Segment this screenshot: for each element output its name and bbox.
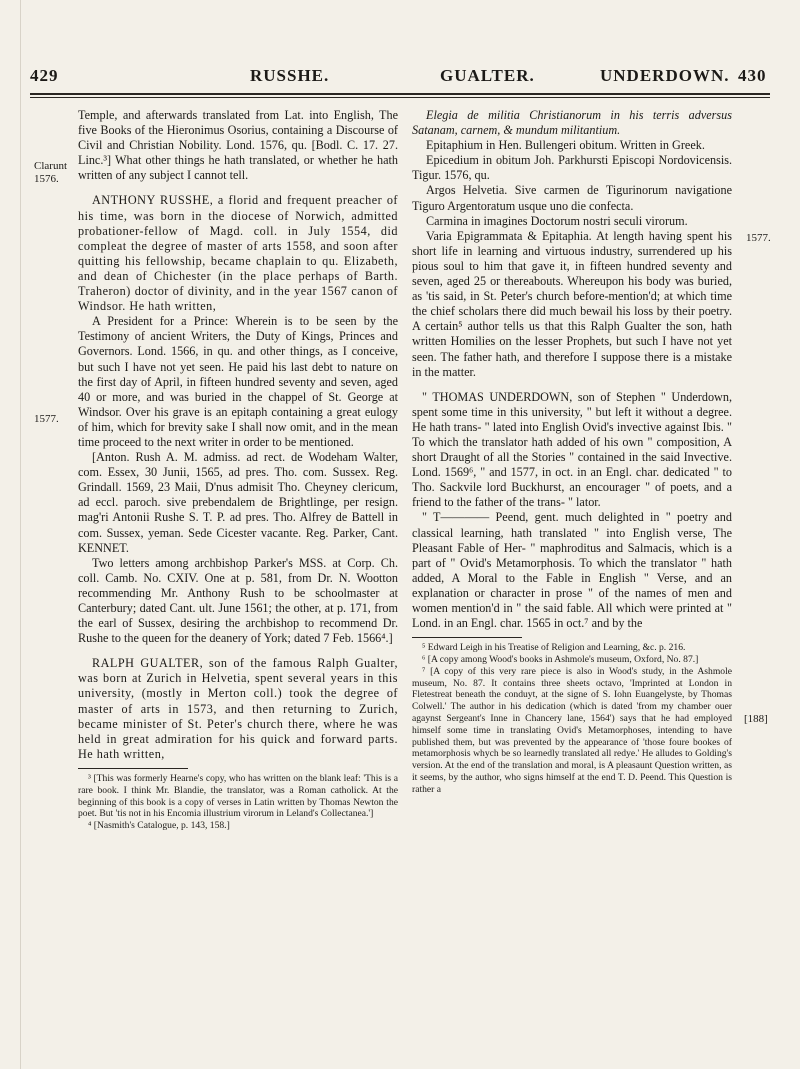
page-gutter xyxy=(20,0,21,1069)
running-header xyxy=(0,60,800,90)
footnote-rule xyxy=(78,768,188,769)
margin-claruit-year: 1576. xyxy=(34,173,59,185)
footnote-rule-right xyxy=(412,637,522,638)
footnote-6: ⁶ [A copy among Wood's books in Ashmole's museum, Oxford, No. 87.] xyxy=(422,653,699,665)
right-column xyxy=(412,108,732,796)
paragraph-underdown: " THOMAS UNDERDOWN, son of Stephen " Underdown, spent some time in this university, " but left it without a degree. He hath trans- " lated into English Ovid's invective against Ibis. " To which the translator hath added of his own " composition, A short Draught of all the Stories " contained in the said Invective. Lond. 1569⁶, " and 1577, in oct. in an Engl. char. dedicated " to Tho. Sackvile lord Buckhurst, an encourager " of poets, and a friend to the father of the trans- " lator. xyxy=(412,389,732,510)
paragraph-osorius: Temple, and afterwards translated from Lat. into English, The five Books of the Hieronimus Osorius, containing a Discourse of Civil and Christian Nobility. Lond. 1576, qu. [Bodl. C. 17. 27. Linc.³] What other things he hath translated, or whether he hath written of any subject I cannot tell. xyxy=(78,108,398,183)
underdown-quote xyxy=(412,390,732,632)
work-varia: Varia Epigrammata & Epitaphia. At length having spent his short life in learning and virtuous industry, surrendered up his pious soul to him that gave it, in fifteen hundred seventy and seven, aged 25 or thereabouts. Whereupon his body was buried, as 'tis said, in St. Peter's church before-mention'd; at which time the chief scholars there did much bewail his loss by their poetry. A certain⁵ author tells us that this Ralph Gualter the son, hath written Homilies on the lesser Prophets, but such I have not yet seen. The father hath, and therefore I suppose there is a mistake in the matter. xyxy=(412,228,732,379)
work-carmina: Carmina in imagines Doctorum nostri seculi virorum. xyxy=(426,213,688,228)
paragraph-russhe-records: [Anton. Rush A. M. admiss. ad rect. de Wodeham Walter, com. Essex, 30 Junii, 1565, ad pres. Tho. com. Sussex. Reg. Grindall. 1569, 23 Maii, D'nus admisit Tho. Cheyney clericum, ad eccl. paroch. sive prebendalem de Brightlinge, per resign. mag'ri Antonii Rushe S. T. P. ad pres. Tho. Alfrey de Battell in com. Sussex, yeman. Sede Cicester vacante. Reg. Parker, Cant. KENNET. xyxy=(78,450,398,555)
margin-note-claruit xyxy=(34,160,67,186)
page-number-right: 430 xyxy=(738,66,767,85)
footnote-3: ³ [This was formerly Hearne's copy, who has written on the blank leaf: 'This is a rare book. I think Mr. Blandie, the translator, was a Roman catholick. At the beginning of this book is a copy of verses in Latin written by Thomas Newton the poet. But 'tis not in his Encomia illustrium virorum in Leland's Collectanea.'] xyxy=(78,772,398,820)
margin-note-1577-right: 1577. xyxy=(746,232,771,244)
work-epicedium: Epicedium in obitum Joh. Parkhursti Episcopi Nordovicensis. Tigur. 1576, qu. xyxy=(412,153,732,183)
paragraph-peend: " T———— Peend, gent. much delighted in " poetry and classical learning, hath translated " into English verse, The Pleasant Fable of Her- " maphroditus and Salmacis, which is a part of " Ovid's Metamorphosis. To which the translator " hath added, A Moral to the Fable in English " Verse, and an explanation or character in prose " of the names of men and women mention'd in " the said fable. All which were printed at " Lond. in an Engl. char. 1565 in oct.⁷ and by the xyxy=(412,510,732,631)
footnote-7: ⁷ [A copy of this very rare piece is also in Wood's study, in the Ashmole museum, No. 87. It contains three sheets octavo, 'Imprinted at London in Fletestreat beneath the conduyt, at the signe of S. Iohn Euangelyste, by Thomas Colwell.' The author in his dedication (which is dated 'from my chamber ouer agaynst Sergeant's Inne in Chancery lane, 1564') says that he had employed himself some time in translating Ovid's Metamorphoses, intending to have published them, but was prevented by the appearance of 'those foure bookes of metamorphosis whych be so learnedly translated all redye.' He alludes to Golding's version. At the end of the translation and moral, is A pleasaunt Question written, as it seems, by the author, who signs himself at the end T. D. Peend. This Question is rather a xyxy=(412,665,732,795)
paragraph-russhe-bio: ANTHONY RUSSHE, a florid and frequent preacher of his time, was born in the diocese of Norwich, admitted probationer-fellow of Magd. coll. in July 1554, did compleat the degree of master of arts 1558, and soon after quitting his fellowship, became chaplain to qu. Elizabeth, and dean of Chichester (in the place perhaps of Barth. Traheron) doctor of divinity, and in the year 1567 canon of Windsor. He hath written, xyxy=(78,193,398,314)
right-footnotes xyxy=(412,637,732,795)
running-title-gualter: GUALTER. xyxy=(440,66,535,85)
work-argos: Argos Helvetia. Sive carmen de Tigurinorum navigatione Tiguro Argentoratum usque uno die confecta. xyxy=(412,183,732,213)
work-epitaphium: Epitaphium in Hen. Bullengeri obitum. Written in Greek. xyxy=(426,138,705,153)
left-column xyxy=(78,108,398,832)
left-footnotes xyxy=(78,768,398,832)
footnote-5: ⁵ Edward Leigh in his Treatise of Religion and Learning, &c. p. 216. xyxy=(422,642,686,654)
running-title-russhe: RUSSHE. xyxy=(250,66,330,85)
paragraph-gualter-bio: RALPH GUALTER, son of the famous Ralph Gualter, was born at Zurich in Helvetia, spent several years in this university, (mostly in Merton coll.) took the degree of master of arts in 1573, and then returning to Zurich, became minister of St. Peter's church there, where he was held in great admiration for his quick and forward parts. He hath written, xyxy=(78,656,398,761)
header-rule-thin xyxy=(30,97,770,98)
running-title-underdown: UNDERDOWN. xyxy=(600,66,730,85)
page-number-left: 429 xyxy=(30,66,59,85)
margin-note-188: [188] xyxy=(744,713,768,725)
margin-note-1577-left: 1577. xyxy=(34,413,59,425)
paragraph-russhe-works: A President for a Prince: Wherein is to be seen by the Testimony of ancient Writers, the Duty of Kings, Princes and Governors. Lond. 1566, in qu. and other things, as I conceive, but such I have not yet seen. He paid his last debt to nature on the first day of April, in fifteen hundred seventy and seven, aged 40 or more, and was buried in the chappel of St. George at Windsor. Over his grave is an epitaph containing a great eulogy of him, which for brevity sake I shall now omit, and in the mean time proceed to the next writer in order to be mentioned. xyxy=(78,314,398,449)
paragraph-russhe-letters: Two letters among archbishop Parker's MSS. at Corp. Ch. coll. Camb. No. CXIV. One at p. 581, from Dr. N. Wootton recommending Mr. Anthony Rush to be schoolmaster at Canterbury; dated Cant. ult. June 1561; the other, at p. 171, from the earl of Sussex, desiring the archbishop to recommend Dr. Rushe to the queen for the deanery of York; dated 7 Feb. 1566⁴.] xyxy=(78,555,398,646)
work-elegia: Elegia de militia Christianorum in his terris adversus Satanam, carnem, & mundum militantium. xyxy=(412,108,732,138)
footnote-4: ⁴ [Nasmith's Catalogue, p. 143, 158.] xyxy=(88,820,230,832)
header-rule xyxy=(30,93,770,95)
margin-claruit-text: Clarunt xyxy=(34,160,67,172)
